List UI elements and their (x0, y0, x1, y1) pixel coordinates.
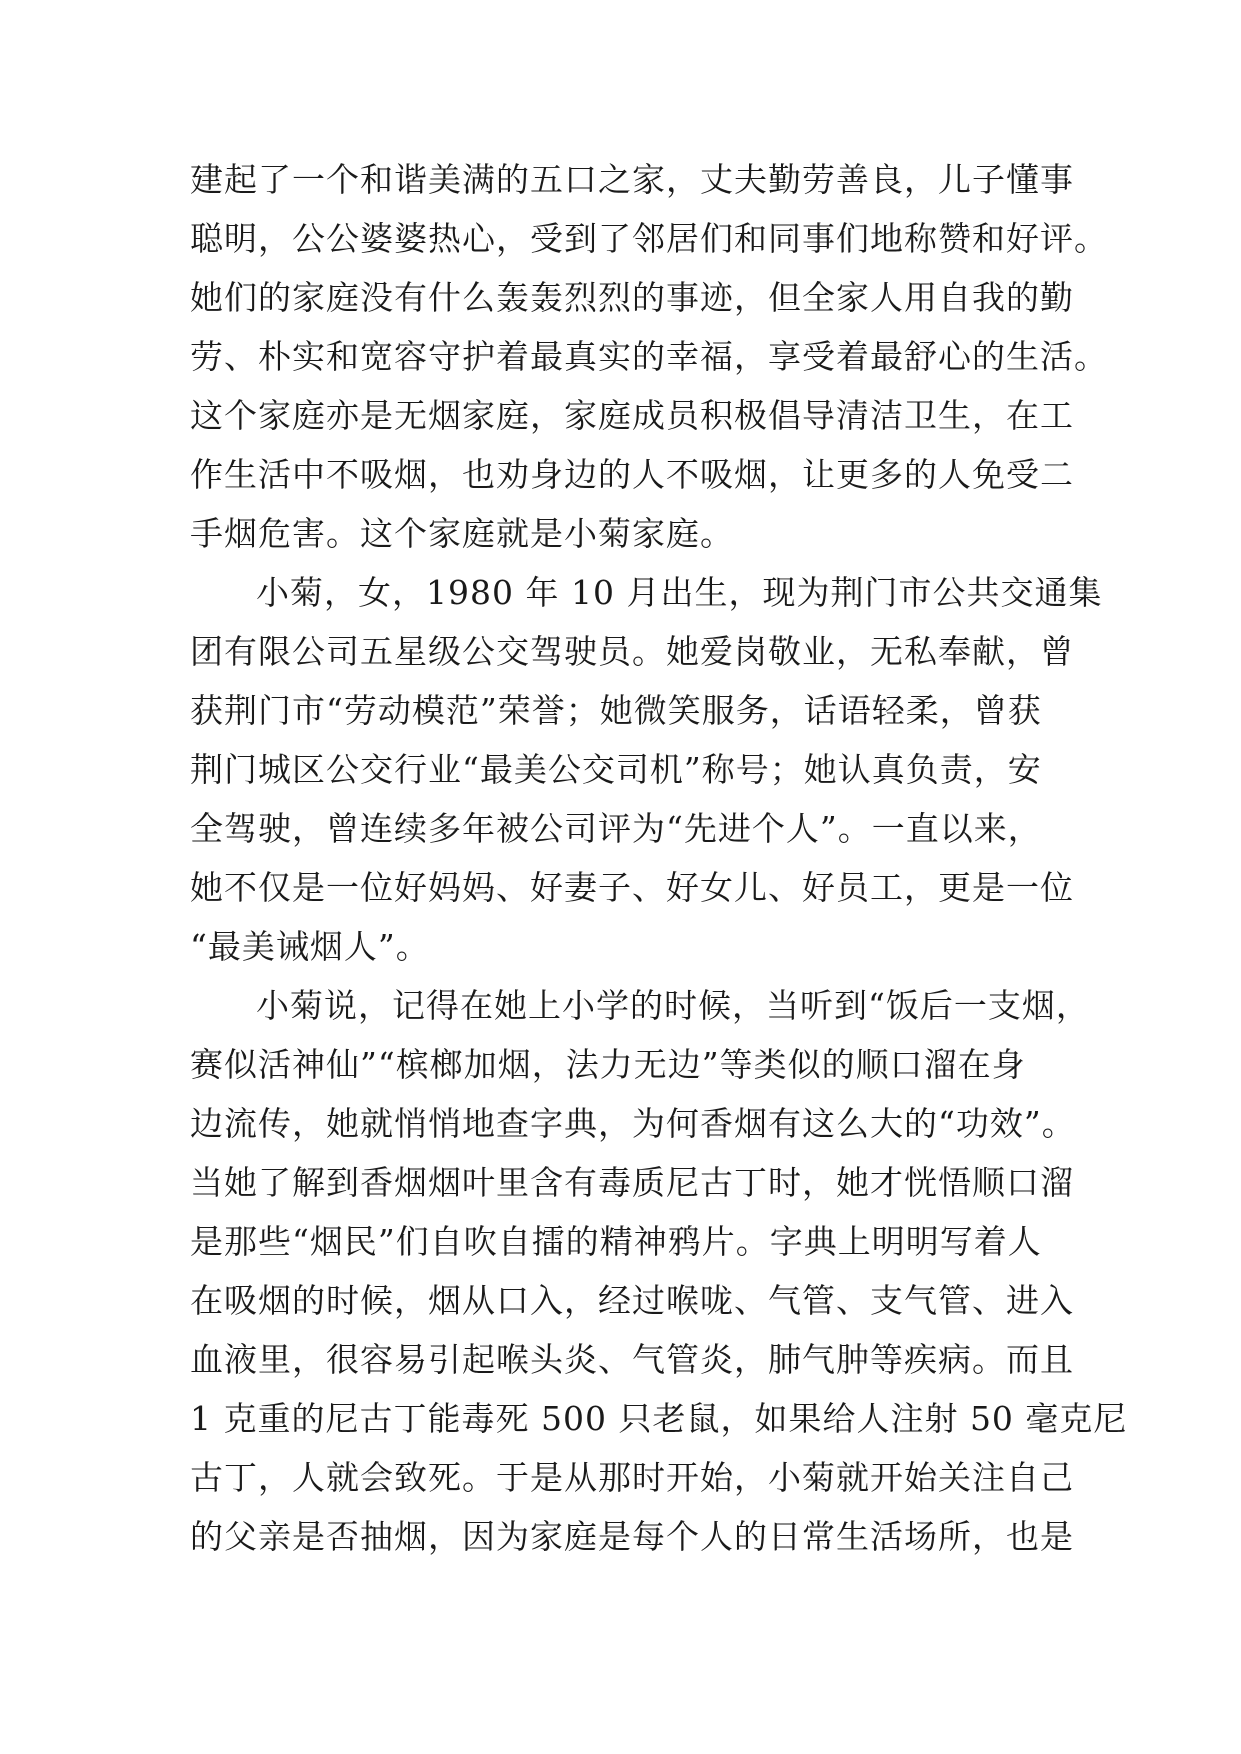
text-line: 团有限公司五星级公交驾驶员。她爱岗敬业，无私奉献，曾 (190, 632, 1074, 671)
text-line: 在吸烟的时候，烟从口入，经过喉咙、气管、支气管、进入 (190, 1281, 1074, 1320)
text-line: 当她了解到香烟烟叶里含有毒质尼古丁时，她才恍悟顺口溜 (190, 1163, 1074, 1202)
text-line: 她们的家庭没有什么轰轰烈烈的事迹，但全家人用自我的勤 (190, 278, 1074, 317)
text-line: 是那些“烟民”们自吹自擂的精神鸦片。字典上明明写着人 (190, 1222, 1042, 1261)
text-line: “最美诫烟人”。 (190, 927, 430, 966)
text-line: 聪明，公公婆婆热心，受到了邻居们和同事们地称赞和好评。 (190, 219, 1108, 258)
paragraph-3 (190, 976, 1128, 1566)
text-line: 建起了一个和谐美满的五口之家，丈夫勤劳善良，儿子懂事 (190, 160, 1074, 199)
text-line: 血液里，很容易引起喉头炎、气管炎，肺气肿等疾病。而且 (190, 1340, 1074, 1379)
text-line: 劳、朴实和宽容守护着最真实的幸福，享受着最舒心的生活。 (190, 337, 1108, 376)
text-line: 古丁，人就会致死。于是从那时开始，小菊就开始关注自己 (190, 1458, 1074, 1497)
text-line: 小菊，女，1980 年 10 月出生，现为荆门市公共交通集 (256, 573, 1103, 612)
text-line: 小菊说，记得在她上小学的时候，当听到“饭后一支烟， (256, 986, 1090, 1025)
text-line: 作生活中不吸烟，也劝身边的人不吸烟，让更多的人免受二 (190, 455, 1074, 494)
text-line: 全驾驶，曾连续多年被公司评为“先进个人”。一直以来， (190, 809, 1042, 848)
text-line: 1 克重的尼古丁能毒死 500 只老鼠，如果给人注射 50 毫克尼 (190, 1399, 1128, 1438)
text-line: 荆门城区公交行业“最美公交司机”称号；她认真负责，安 (190, 750, 1042, 789)
text-line: 手烟危害。这个家庭就是小菊家庭。 (190, 514, 734, 553)
text-line: 她不仅是一位好妈妈、好妻子、好女儿、好员工，更是一位 (190, 868, 1074, 907)
text-line: 这个家庭亦是无烟家庭，家庭成员积极倡导清洁卫生，在工 (190, 396, 1074, 435)
text-line: 边流传，她就悄悄地查字典，为何香烟有这么大的“功效”。 (190, 1104, 1076, 1143)
text-line: 的父亲是否抽烟，因为家庭是每个人的日常生活场所，也是 (190, 1517, 1074, 1556)
body-text (190, 150, 1128, 1566)
text-line: 获荆门市“劳动模范”荣誉；她微笑服务，话语轻柔，曾获 (190, 691, 1042, 730)
paragraph-1 (190, 150, 1108, 563)
text-line: 赛似活神仙”“槟榔加烟，法力无边”等类似的顺口溜在身 (190, 1045, 1026, 1084)
paragraph-2 (190, 563, 1103, 976)
